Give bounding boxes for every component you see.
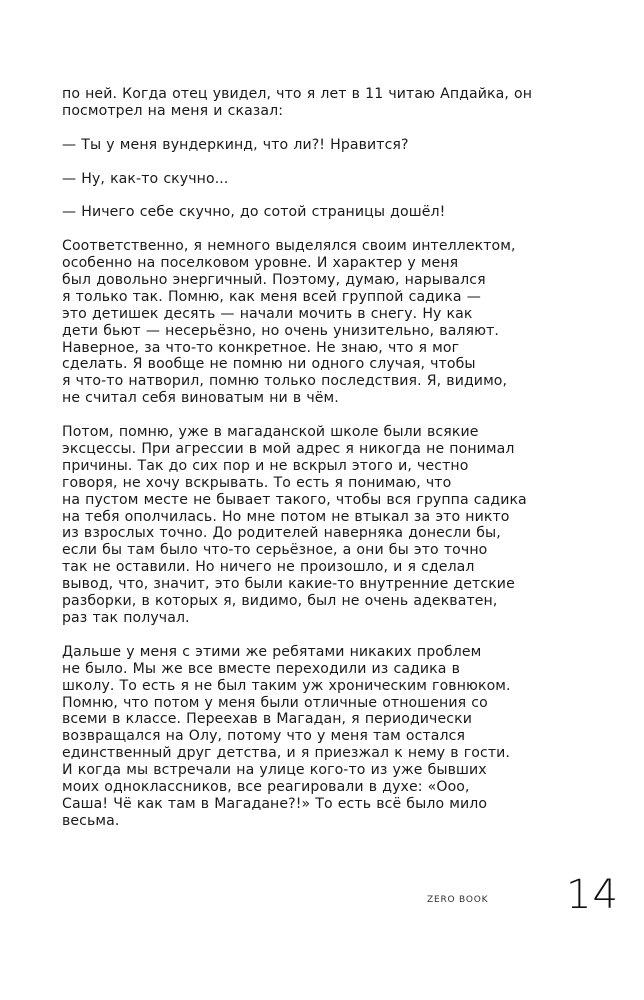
text-line: говоря, не хочу вскрывать. То есть я понимаю, что [62,474,452,491]
text-line: Потом, помню, уже в магаданской школе были всякие [62,424,479,441]
text-line: единственный друг детства, и я приезжал к нему в гости. [62,745,510,762]
text-line: на тебя ополчилась. Но мне потом не втыкал за это никто [62,508,510,525]
paragraph [62,137,532,154]
text-line: посмотрел на меня и сказал: [62,102,284,119]
text-line: так не оставили. Но ничего не произошло, и я сделал [62,559,475,576]
text-line: я только так. Помню, как меня всей группой садика — [62,288,481,305]
text-line: Наверное, за что-то конкретное. Не знаю, что я мог [62,339,460,356]
paragraph [62,204,532,221]
paragraph [62,424,532,627]
text-line: И когда мы встречали на улице кого-то из уже бывших [62,762,487,779]
text-line: дети бьют — несерьёзно, но очень унизительно, валяют. [62,322,499,339]
text-line: из взрослых точно. До родителей наверняка донесли бы, [62,525,501,542]
publisher-label: ZERO BOOK [427,895,489,905]
text-line: раз так получал. [62,610,190,627]
text-line: особенно на поселковом уровне. И характер у меня [62,255,459,271]
paragraph [62,238,532,407]
text-line: Помню, что потом у меня были отличные отношения со [62,694,488,711]
body-text [62,86,532,847]
paragraph [62,86,532,120]
text-line: если бы там было что-то серьёзное, а они бы это точно [62,542,488,559]
text-line: это детишек десять — начали мочить в снегу. Ну как [62,305,473,322]
text-line: сделать. Я вообще не помню ни одного случая, чтобы [62,356,476,373]
text-line: разборки, в которых я, видимо, был не очень адекватен, [62,593,498,610]
text-line: — Ничего себе скучно, до сотой страницы дошёл! [62,204,446,221]
text-line: на пустом месте не бывает такого, чтобы вся группа садика [62,491,527,508]
text-line: не было. Мы же все вместе переходили из садика в [62,660,460,677]
text-line: возвращался на Олу, потому что у меня там остался [62,728,466,745]
text-line: — Ну, как-то скучно... [62,170,229,187]
text-line: — Ты у меня вундеркинд, что ли?! Нравится? [62,136,409,153]
text-line: Соответственно, я немного выделялся своим интеллектом, [62,238,516,255]
text-line: я что-то натворил, помню только последствия. Я, видимо, [62,373,508,390]
text-line: Дальше у меня с этими же ребятами никаких проблем [62,643,482,660]
text-line: по ней. Когда отец увидел, что я лет в 11 читаю Апдайка, он [62,86,533,102]
page-number: 14 [566,872,619,918]
paragraph [62,644,532,830]
text-line: Саша! Чё как там в Магадане?!» То есть всё было мило [62,795,488,812]
text-line: весьма. [62,812,120,829]
text-line: не считал себя виноватым ни в чём. [62,390,339,407]
text-line: был довольно энергичный. Поэтому, думаю, нарывался [62,271,486,288]
text-line: эксцессы. При агрессии в мой адрес я никогда не понимал [62,440,515,457]
text-line: всеми в классе. Переехав в Магадан, я периодически [62,711,472,728]
text-line: причины. Так до сих пор и не вскрыл этого и, честно [62,457,469,474]
paragraph [62,171,532,188]
text-line: моих одноклассников, все реагировали в духе: «Ооо, [62,779,470,796]
text-line: школу. То есть я не был таким уж хроническим говнюком. [62,677,511,694]
text-line: вывод, что, значит, это были какие-то внутренние детские [62,576,515,593]
